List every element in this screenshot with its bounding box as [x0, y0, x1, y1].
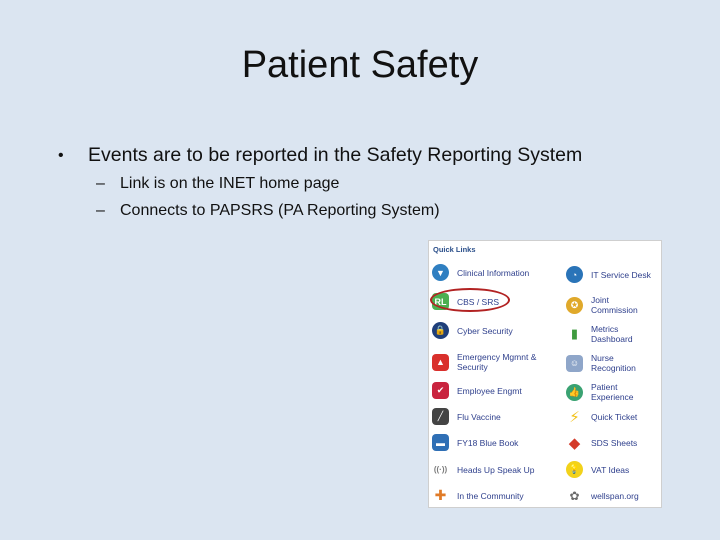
lightning-icon: ⚡ — [566, 408, 583, 425]
quick-link-label: VAT Ideas — [591, 464, 630, 475]
dashboard-icon: ◔ — [566, 266, 583, 283]
quick-link-cyber-security[interactable] — [432, 322, 547, 339]
quick-links-header: Quick Links — [433, 245, 476, 254]
book-icon: ▬ — [432, 434, 449, 451]
quick-link-label: In the Community — [457, 490, 524, 501]
quick-link-quick-ticket[interactable] — [566, 408, 653, 425]
wellspan-logo-icon: ✿ — [566, 487, 583, 504]
cbs-srs-highlight-circle — [430, 288, 510, 312]
quick-links-panel — [428, 240, 662, 508]
quick-link-sds-sheets[interactable] — [566, 434, 653, 451]
hazard-diamond-icon: ◆ — [566, 434, 583, 451]
sub-bullet-item — [96, 175, 582, 193]
rl-badge-icon: RL — [432, 293, 449, 310]
quick-link-it-service-desk[interactable] — [566, 266, 653, 283]
community-icon: ✚ — [432, 487, 449, 504]
lock-icon: 🔒 — [432, 322, 449, 339]
quick-link-patient-experience[interactable] — [566, 382, 653, 402]
quick-link-label: Cyber Security — [457, 325, 513, 336]
broadcast-icon: ((·)) — [432, 461, 449, 478]
quick-link-joint-commission[interactable] — [566, 295, 653, 315]
funnel-icon: ▼ — [432, 264, 449, 281]
quick-link-nurse-recognition[interactable] — [566, 353, 653, 373]
quick-link-flu-vaccine[interactable] — [432, 408, 547, 425]
quick-link-employee-engmt[interactable] — [432, 382, 547, 399]
bullet-list — [58, 144, 582, 229]
quick-link-label: SDS Sheets — [591, 437, 638, 448]
quick-link-label: FY18 Blue Book — [457, 437, 519, 448]
bullet-dot: • — [58, 146, 64, 164]
quick-link-label: Emergency Mgmnt & Security — [457, 352, 537, 372]
quick-link-label: Quick Ticket — [591, 411, 638, 422]
bullet-text: Events are to be reported in the Safety Reporting System — [88, 144, 583, 166]
quick-link-label: Nurse Recognition — [591, 353, 636, 373]
lightbulb-icon: 💡 — [566, 461, 583, 478]
quick-link-emergency-mgmnt[interactable] — [432, 352, 547, 372]
quick-link-label: Metrics Dashboard — [591, 324, 633, 344]
quick-link-metrics-dashboard[interactable] — [566, 324, 653, 344]
checklist-icon: ✔ — [432, 382, 449, 399]
seal-icon: ✪ — [566, 297, 583, 314]
quick-link-label: IT Service Desk — [591, 269, 651, 280]
nurse-icon: ☺ — [566, 355, 583, 372]
quick-link-label: CBS / SRS — [457, 296, 500, 307]
sub-bullet-list — [96, 175, 582, 220]
sub-bullet-dash: – — [96, 202, 105, 219]
quick-link-clinical-information[interactable] — [432, 264, 547, 281]
quick-link-label: Heads Up Speak Up — [457, 464, 535, 475]
quick-link-in-the-community[interactable] — [432, 487, 547, 504]
quick-link-label: Clinical Information — [457, 267, 530, 278]
sub-bullet-item — [96, 202, 582, 220]
quick-link-heads-up-speak-up[interactable] — [432, 461, 547, 478]
quick-link-vat-ideas[interactable] — [566, 461, 653, 478]
quick-link-label: wellspan.org — [591, 490, 639, 501]
syringe-icon: ╱ — [432, 408, 449, 425]
bullet-item — [58, 144, 582, 167]
quick-link-label: Employee Engmt — [457, 385, 522, 396]
sub-bullet-text: Connects to PAPSRS (PA Reporting System) — [120, 202, 440, 219]
siren-icon: ▲ — [432, 354, 449, 371]
sub-bullet-dash: – — [96, 175, 105, 192]
thumbs-up-icon: 👍 — [566, 384, 583, 401]
quick-link-fy18-blue-book[interactable] — [432, 434, 547, 451]
quick-link-label: Patient Experience — [591, 382, 634, 402]
bar-chart-icon: ▮ — [566, 326, 583, 343]
slide-title: Patient Safety — [241, 44, 479, 86]
quick-link-wellspan-org[interactable] — [566, 487, 653, 504]
quick-link-label: Flu Vaccine — [457, 411, 501, 422]
sub-bullet-text: Link is on the INET home page — [120, 175, 340, 192]
quick-link-label: Joint Commission — [591, 295, 638, 315]
